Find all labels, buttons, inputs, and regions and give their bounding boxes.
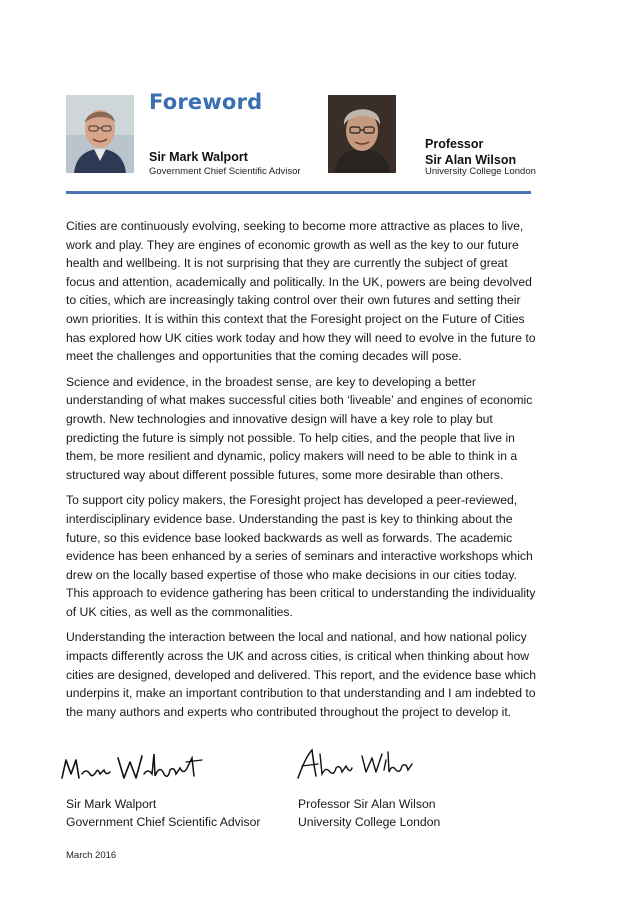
- header-right-title: Professor: [425, 137, 484, 151]
- signature-mark-walport: [60, 748, 205, 786]
- document-date: March 2016: [66, 850, 117, 861]
- header-divider: [66, 191, 531, 194]
- signatory-right-name: Professor Sir Alan Wilson: [298, 797, 436, 811]
- portrait-mark-walport: [66, 95, 134, 173]
- header-left-role: Government Chief Scientific Advisor: [149, 166, 301, 177]
- header-left-name: Sir Mark Walport: [149, 150, 248, 164]
- paragraph-4: Understanding the interaction between the local and national, and how national policy impacts differently across the UK and across cities, is critical when thinking about how cities are designed, developed and delivered. This report, and the evidence base which underpins it, make an important contribution to that understanding and I am indebted to the many authors and experts who contributed throughout the project to develop it.: [66, 630, 536, 719]
- signatory-left-name: Sir Mark Walport: [66, 797, 157, 811]
- paragraph-2: Science and evidence, in the broadest sense, are key to developing a better understanding of what makes successful cities both ‘liveable’ and engines of economic growth. New technologies and innovative design will have a key role to play but predicting the future is simply not possible. To help cities, and the people that live in them, be more resilient and dynamic, policy makers will need to be able to think in a structured way about different possible futures, some more desirable than others.: [66, 374, 533, 482]
- page-title: Foreword: [149, 90, 263, 114]
- foreword-body: [66, 217, 536, 728]
- paragraph-3: To support city policy makers, the Foresight project has developed a peer-reviewed, interdisciplinary evidence base. Understanding the past is key to thinking about the future, so this evidence base looked backwards as well as forwards. The academic evidence has been enhanced by a series of seminars and interactive workshops which drew on the locally based expertise of those who make decisions in our cities today. This approach to evidence gathering has been critical to understanding the individuality of UK cities, as well as the commonalities.: [66, 493, 536, 619]
- header-right-role: University College London: [425, 166, 536, 177]
- paragraph-1: Cities are continuously evolving, seeking to become more attractive as places to live, work and play. They are engines of economic growth as well as the key to our future health and wellbeing. It is not surprising that they are currently the subject of great focus and attention, academically and politically. In the UK, powers are being devolved to cities, which are increasingly taking control over their own futures and setting their own priorities. It is within this context that the Foresight project on the Future of Cities has explored how UK cities work today and how they will need to evolve in the future to meet the challenges and opportunities that the coming decades will pose.: [66, 219, 536, 364]
- signature-alan-wilson: [296, 746, 416, 782]
- portrait-alan-wilson: [328, 95, 396, 173]
- signatory-left-role: Government Chief Scientific Advisor: [66, 815, 261, 829]
- header-right-name: Sir Alan Wilson: [425, 153, 517, 167]
- signatory-right-role: University College London: [298, 815, 441, 829]
